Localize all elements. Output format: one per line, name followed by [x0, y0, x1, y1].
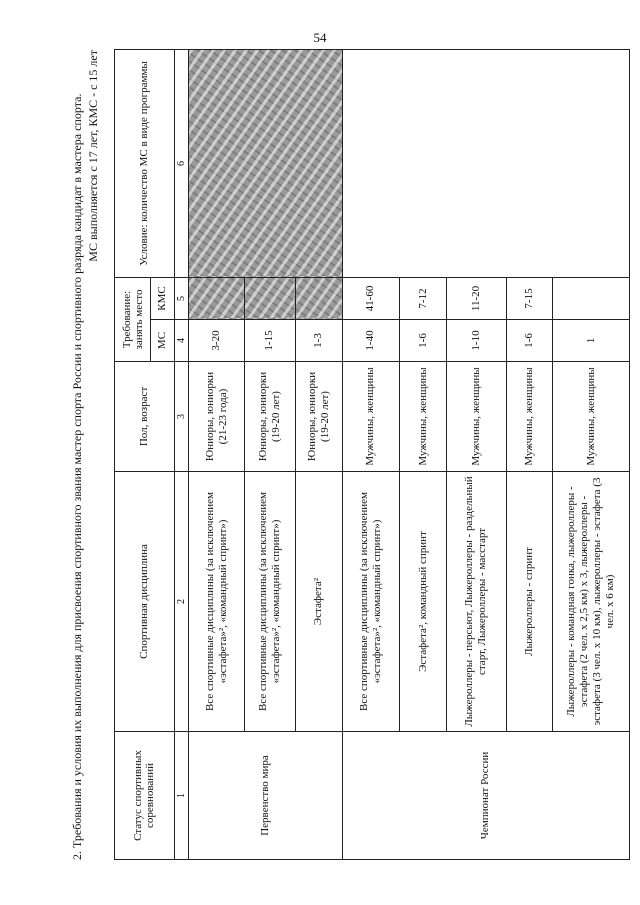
gender-age-cell: Мужчины, женщины [553, 362, 630, 472]
discipline-cell: Все спортивные дисциплины (за исключением «эстафета»², «командный спринт») [244, 472, 295, 732]
kms-cell: 41-60 [342, 278, 399, 320]
col-num-4: 4 [174, 320, 189, 362]
ms-cell: 3-20 [189, 320, 244, 362]
discipline-cell: Эстафета² [295, 472, 342, 732]
kms-cell [553, 278, 630, 320]
gender-age-cell: Юниоры, юниорки (21-23 года) [189, 362, 244, 472]
kms-cell: 11-20 [446, 278, 506, 320]
column-number-row [174, 50, 189, 860]
header-discipline: Спортивная дисциплина [115, 472, 175, 732]
col-num-3: 3 [174, 362, 189, 472]
discipline-cell: Все спортивные дисциплины (за исключением «эстафета»², «командный спринт») [189, 472, 244, 732]
status-cell: Чемпионат России [342, 732, 629, 860]
col-num-6: 6 [174, 50, 189, 278]
ms-cell: 1-6 [400, 320, 447, 362]
header-status: Статус спортивных соревнований [115, 732, 175, 860]
col-num-2: 2 [174, 472, 189, 732]
kms-cell: 7-15 [506, 278, 553, 320]
gender-age-cell: Юниоры, юниорки (19-20 лет) [244, 362, 295, 472]
gender-age-cell: Мужчины, женщины [342, 362, 399, 472]
condition-cell-shaded [189, 50, 342, 278]
kms-cell-shaded [244, 278, 295, 320]
discipline-cell: Лыжероллеры - спринт [506, 472, 553, 732]
section-heading: 2. Требования и условия их выполнения для присвоения спортивного звания мастер спорта России и спортивного разряда кандидат в мастера спорта. [70, 93, 84, 860]
status-cell: Первенство мира [189, 732, 342, 860]
ms-cell: 1-40 [342, 320, 399, 362]
col-num-5: 5 [174, 278, 189, 320]
condition-cell [342, 50, 629, 278]
age-note: МС выполняется с 17 лет, КМС - с 15 лет [86, 50, 100, 262]
table-row [342, 50, 399, 860]
header-requirement: Требование: занять место [115, 278, 151, 362]
gender-age-cell: Юниоры, юниорки (19-20 лет) [295, 362, 342, 472]
table-row [189, 50, 244, 860]
header-kms: КМС [151, 278, 174, 320]
page-number: 54 [313, 30, 327, 45]
gender-age-cell: Мужчины, женщины [506, 362, 553, 472]
discipline-cell: Эстафета², командный спринт [400, 472, 447, 732]
discipline-cell: Лыжероллеры - персьют, Лыжероллеры - раздельный старт, Лыжероллеры - масстарт [446, 472, 506, 732]
header-ms: МС [151, 320, 174, 362]
requirements-table [114, 49, 630, 860]
ms-cell: 1 [553, 320, 630, 362]
ms-cell: 1-15 [244, 320, 295, 362]
kms-cell-shaded [295, 278, 342, 320]
header-row [115, 50, 151, 860]
ms-cell: 1-10 [446, 320, 506, 362]
ms-cell: 1-6 [506, 320, 553, 362]
header-condition: Условие: количество МС в виде программы [115, 50, 175, 278]
gender-age-cell: Мужчины, женщины [446, 362, 506, 472]
col-num-1: 1 [174, 732, 189, 860]
ms-cell: 1-3 [295, 320, 342, 362]
gender-age-cell: Мужчины, женщины [400, 362, 447, 472]
kms-cell: 7-12 [400, 278, 447, 320]
discipline-cell: Все спортивные дисциплины (за исключением «эстафета»², «командный спринт») [342, 472, 399, 732]
kms-cell-shaded [189, 278, 244, 320]
rotated-document [70, 50, 640, 860]
discipline-cell: Лыжероллеры - командная гонка, лыжероллеры - эстафета (2 чел. х 2,5 км) х 3, лыжероллеры - эстафета (3 чел. х 10 км), лыжероллеры - эстафета (3 чел. х 6 км) [553, 472, 630, 732]
header-gender-age: Пол, возраст [115, 362, 175, 472]
